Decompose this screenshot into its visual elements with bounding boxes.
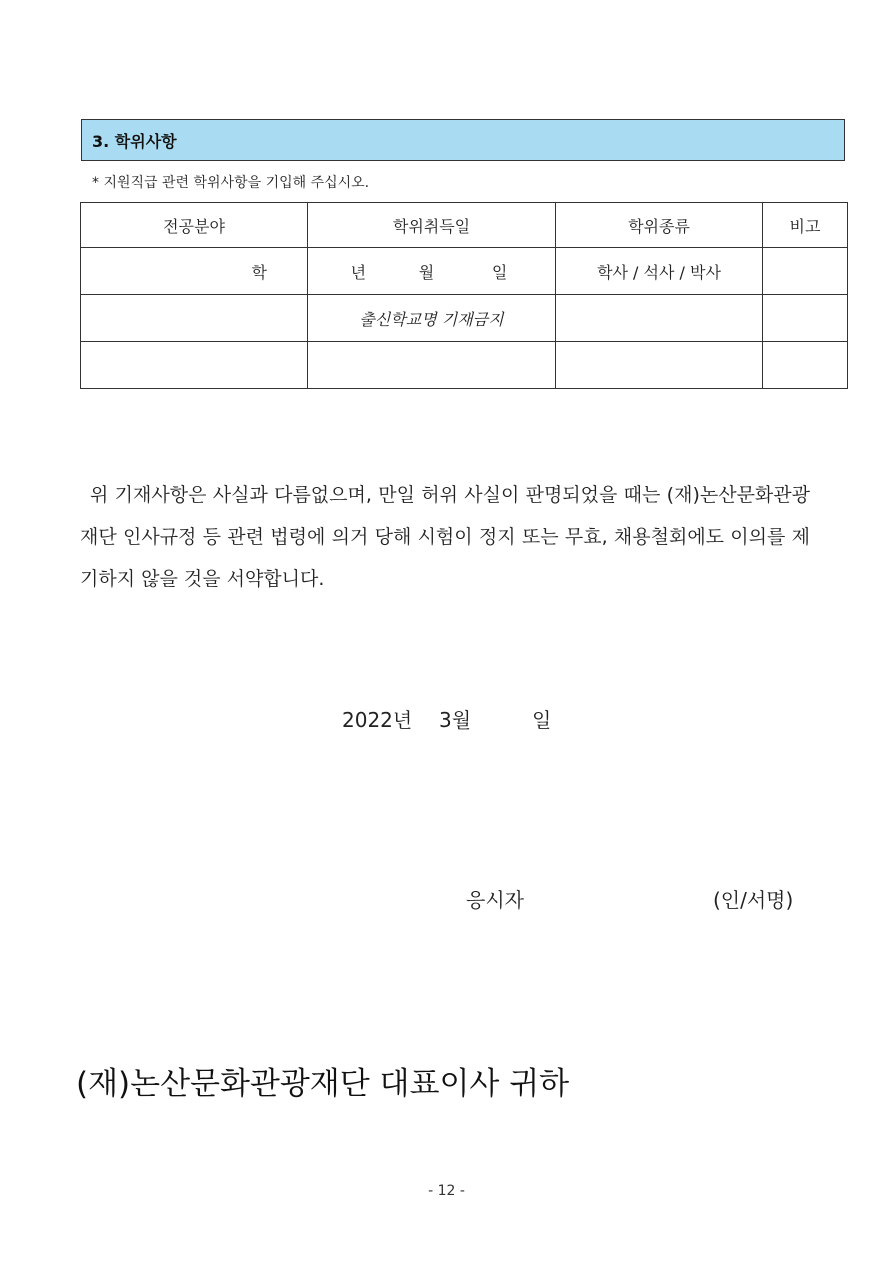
degree-type-cell[interactable] [556, 248, 763, 295]
remarks-cell[interactable] [763, 248, 848, 295]
table-row [81, 248, 848, 295]
date-cell[interactable] [308, 342, 556, 389]
major-cell[interactable] [81, 295, 308, 342]
table-header-row [81, 203, 848, 248]
degree-table [80, 202, 848, 389]
header-remarks: 비고 [763, 203, 848, 248]
seal-signature-field[interactable]: (인/서명) [713, 888, 794, 912]
date-day: 일 [532, 708, 552, 732]
section-title: 3. 학위사항 [81, 119, 845, 161]
date-month: 3월 [439, 708, 472, 732]
header-degree-date: 학위취득일 [308, 203, 556, 248]
instruction-note: * 지원직급 관련 학위사항을 기입해 주십시오. [92, 175, 370, 191]
applicant-label: 응시자 [466, 888, 524, 912]
date-cell[interactable] [308, 248, 556, 295]
major-suffix: 학 [251, 262, 267, 282]
degree-type-cell[interactable] [556, 342, 763, 389]
header-degree-type: 학위종류 [556, 203, 763, 248]
major-cell[interactable] [81, 342, 308, 389]
school-name-warning: 출신학교명 기재금지 [308, 295, 556, 342]
addressee: (재)논산문화관광재단 대표이사 귀하 [76, 1066, 570, 1102]
table-row [81, 342, 848, 389]
header-major: 전공분야 [81, 203, 308, 248]
degree-type-cell[interactable] [556, 295, 763, 342]
major-cell[interactable] [81, 248, 308, 295]
remarks-cell[interactable] [763, 342, 848, 389]
date-year: 2022년 [342, 708, 413, 732]
remarks-cell[interactable] [763, 295, 848, 342]
year-unit: 년 [350, 262, 367, 282]
table-row [81, 295, 848, 342]
month-unit: 월 [418, 262, 435, 282]
page-number: - 12 - [428, 1183, 465, 1199]
day-unit: 일 [491, 262, 508, 282]
degree-type-options: 학사 / 석사 / 박사 [597, 262, 721, 282]
pledge-paragraph: 위 기재사항은 사실과 다름없으며, 만일 허위 사실이 판명되었을 때는 (재)논산문화관광재단 인사규정 등 관련 법령에 의거 당해 시험이 정지 또는 무효, 채용철회에도 이의를 제기하지 않을 것을 서약합니다. [80, 484, 810, 590]
